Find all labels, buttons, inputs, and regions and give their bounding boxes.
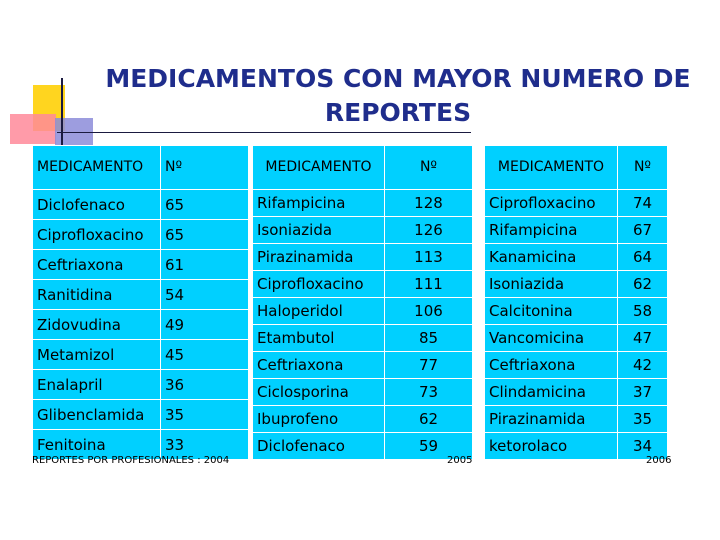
table-row	[253, 433, 473, 460]
report-count: 106	[385, 298, 473, 325]
table-row	[485, 352, 668, 379]
decor-horizontal-line	[57, 132, 471, 133]
slide-title: MEDICAMENTOS CON MAYOR NUMERO DE REPORTES	[105, 64, 691, 127]
drug-name: Ciprofloxacino	[33, 220, 161, 250]
report-count: 111	[385, 271, 473, 298]
drug-name: Isoniazida	[253, 217, 385, 244]
table-row	[33, 400, 249, 430]
drug-name: Ranitidina	[33, 280, 161, 310]
report-count: 62	[385, 406, 473, 433]
table-row	[485, 325, 668, 352]
drug-name: Pirazinamida	[485, 406, 618, 433]
drug-name: Ibuprofeno	[253, 406, 385, 433]
table-row	[253, 379, 473, 406]
table-row	[33, 370, 249, 400]
drug-name: Ciclosporina	[253, 379, 385, 406]
drug-name: Ciprofloxacino	[253, 271, 385, 298]
report-count: 58	[618, 298, 668, 325]
report-count: 67	[618, 217, 668, 244]
drug-name: Metamizol	[33, 340, 161, 370]
report-count: 34	[618, 433, 668, 460]
table-row	[485, 298, 668, 325]
drug-name: Rifampicina	[253, 190, 385, 217]
decor-vertical-line	[61, 78, 63, 146]
report-count: 113	[385, 244, 473, 271]
drug-name: Ceftriaxona	[485, 352, 618, 379]
table-2005	[252, 145, 473, 460]
drug-name: Kanamicina	[485, 244, 618, 271]
drug-name: Enalapril	[33, 370, 161, 400]
table-row	[253, 217, 473, 244]
footer-2004: REPORTES POR PROFESIONALES : 2004	[32, 455, 230, 466]
report-count: 65	[161, 220, 249, 250]
report-count: 85	[385, 325, 473, 352]
table-row	[485, 433, 668, 460]
footer-2005: 2005	[447, 455, 473, 466]
header-count: Nº	[161, 146, 249, 190]
header-count: Nº	[385, 146, 473, 190]
report-count: 54	[161, 280, 249, 310]
report-count: 64	[618, 244, 668, 271]
table-row	[253, 271, 473, 298]
report-count: 126	[385, 217, 473, 244]
table-row	[253, 406, 473, 433]
table-row	[485, 379, 668, 406]
table-row	[253, 325, 473, 352]
table-header-row	[253, 146, 473, 190]
drug-name: Rifampicina	[485, 217, 618, 244]
table-2006	[484, 145, 668, 460]
table-row	[33, 340, 249, 370]
table-row	[33, 310, 249, 340]
drug-name: Haloperidol	[253, 298, 385, 325]
drug-name: Ceftriaxona	[33, 250, 161, 280]
header-medicamento: MEDICAMENTO	[33, 146, 161, 190]
table-row	[253, 298, 473, 325]
table-2004	[32, 145, 249, 460]
drug-name: Fenitoina	[33, 430, 161, 460]
report-count: 42	[618, 352, 668, 379]
table-row	[485, 271, 668, 298]
drug-name: Pirazinamida	[253, 244, 385, 271]
table-row	[33, 250, 249, 280]
table-row	[485, 244, 668, 271]
drug-name: Etambutol	[253, 325, 385, 352]
table-row	[485, 406, 668, 433]
report-count: 35	[161, 400, 249, 430]
drug-name: Clindamicina	[485, 379, 618, 406]
header-medicamento: MEDICAMENTO	[253, 146, 385, 190]
drug-name: Zidovudina	[33, 310, 161, 340]
report-count: 65	[161, 190, 249, 220]
drug-name: Diclofenaco	[253, 433, 385, 460]
drug-name: Glibenclamida	[33, 400, 161, 430]
table-header-row	[33, 146, 249, 190]
report-count: 37	[618, 379, 668, 406]
report-count: 128	[385, 190, 473, 217]
report-count: 77	[385, 352, 473, 379]
drug-name: Isoniazida	[485, 271, 618, 298]
table-row	[253, 352, 473, 379]
table-row	[33, 190, 249, 220]
report-count: 36	[161, 370, 249, 400]
table-row	[485, 190, 668, 217]
drug-name: Diclofenaco	[33, 190, 161, 220]
header-medicamento: MEDICAMENTO	[485, 146, 618, 190]
report-count: 73	[385, 379, 473, 406]
table-row	[485, 217, 668, 244]
report-count: 45	[161, 340, 249, 370]
report-count: 47	[618, 325, 668, 352]
report-count: 59	[385, 433, 473, 460]
drug-name: Ciprofloxacino	[485, 190, 618, 217]
drug-name: Vancomicina	[485, 325, 618, 352]
report-count: 49	[161, 310, 249, 340]
report-count: 33	[161, 430, 249, 460]
drug-name: Ceftriaxona	[253, 352, 385, 379]
table-header-row	[485, 146, 668, 190]
drug-name: ketorolaco	[485, 433, 618, 460]
table-row	[33, 220, 249, 250]
report-count: 74	[618, 190, 668, 217]
header-count: Nº	[618, 146, 668, 190]
report-count: 61	[161, 250, 249, 280]
report-count: 35	[618, 406, 668, 433]
footer-2006: 2006	[646, 455, 672, 466]
decor-pink-square	[10, 114, 56, 144]
table-row	[253, 190, 473, 217]
table-row	[33, 280, 249, 310]
table-row	[253, 244, 473, 271]
report-count: 62	[618, 271, 668, 298]
drug-name: Calcitonina	[485, 298, 618, 325]
